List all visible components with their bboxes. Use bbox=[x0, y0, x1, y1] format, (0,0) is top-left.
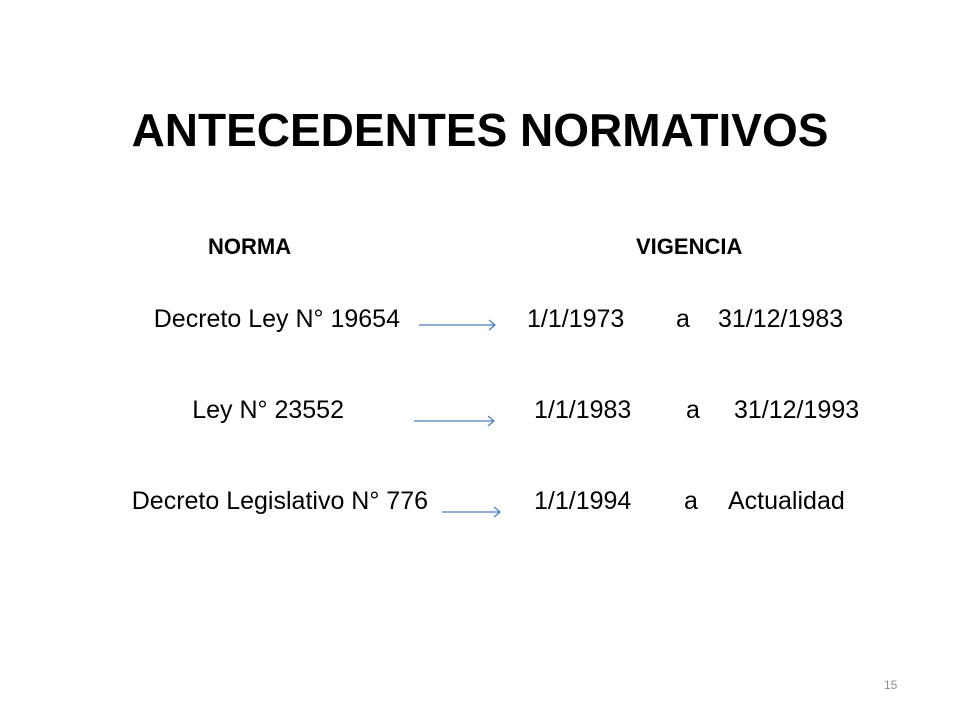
fecha-hasta: 31/12/1993 bbox=[734, 396, 860, 424]
fecha-hasta: Actualidad bbox=[728, 487, 845, 515]
arrow-right-icon bbox=[441, 505, 503, 519]
fecha-desde: 1/1/1973 bbox=[527, 305, 625, 333]
header-vigencia: VIGENCIA bbox=[636, 234, 743, 259]
header-norma: NORMA bbox=[208, 234, 292, 259]
separador: a bbox=[684, 487, 698, 515]
arrow-right-icon bbox=[413, 414, 497, 428]
fecha-desde: 1/1/1983 bbox=[534, 396, 632, 424]
fecha-hasta: 31/12/1983 bbox=[718, 305, 844, 333]
norma-text: Decreto Ley N° 19654 bbox=[153, 305, 400, 333]
norma-text: Ley N° 23552 bbox=[192, 396, 344, 424]
separador: a bbox=[676, 305, 690, 333]
separador: a bbox=[686, 396, 700, 424]
norma-text: Decreto Legislativo N° 776 bbox=[131, 487, 428, 515]
arrow-right-icon bbox=[418, 318, 498, 332]
slide-title: ANTECEDENTES NORMATIVOS bbox=[131, 104, 829, 156]
page-number: 15 bbox=[884, 678, 898, 692]
fecha-desde: 1/1/1994 bbox=[534, 487, 632, 515]
